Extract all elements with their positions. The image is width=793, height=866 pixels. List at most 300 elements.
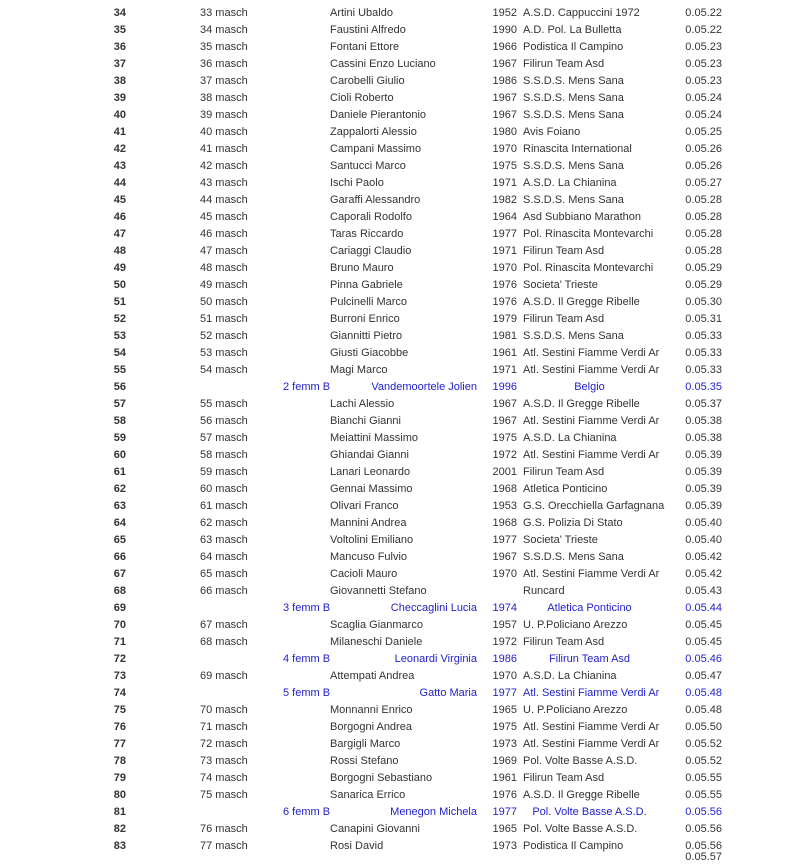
time-cell: 0.05.52 [685,755,722,767]
time-cell: 0.05.31 [685,313,722,325]
position-cell: 83 [113,840,126,852]
table-row [0,73,793,90]
category-cell: 57 masch [200,432,248,444]
table-row [0,464,793,481]
year-cell: 1967 [492,551,517,563]
team-cell: Atl. Sestini Fiamme Verdi Ar [523,449,660,461]
table-row [0,158,793,175]
team-cell: Filirun Team Asd [523,245,605,257]
name-cell: Cassini Enzo Luciano [330,58,436,70]
time-cell: 0.05.56 [685,806,722,818]
position-cell: 76 [113,721,126,733]
table-row [0,532,793,549]
year-cell: 1967 [492,92,517,104]
table-row [0,515,793,532]
position-cell: 43 [113,160,126,172]
time-cell: 0.05.26 [685,160,722,172]
position-cell: 53 [113,330,126,342]
table-row [0,617,793,634]
time-cell: 0.05.57 [685,851,722,863]
position-cell: 34 [113,7,126,19]
category-cell: 72 masch [200,738,248,750]
team-cell: U. P.Policiano Arezzo [523,704,628,716]
year-cell: 1971 [492,364,517,376]
category-cell: 64 masch [200,551,248,563]
category-cell: 59 masch [200,466,248,478]
team-cell: Societa' Trieste [523,534,598,546]
year-cell: 1973 [492,738,517,750]
name-cell: Attempati Andrea [330,670,415,682]
category-cell: 77 masch [200,840,248,852]
table-row [0,379,793,396]
position-cell: 64 [113,517,126,529]
name-cell: Pulcinelli Marco [330,296,408,308]
category-cell: 67 masch [200,619,248,631]
table-row [0,362,793,379]
position-cell: 56 [113,381,126,393]
team-cell: S.S.D.S. Mens Sana [523,160,624,172]
category-cell: 73 masch [200,755,248,767]
position-cell: 66 [113,551,126,563]
year-cell: 1996 [492,381,517,393]
time-cell: 0.05.25 [685,126,722,138]
position-cell: 70 [113,619,126,631]
name-cell: Daniele Pierantonio [330,109,427,121]
table-row [0,39,793,56]
name-cell: Fontani Ettore [330,41,400,53]
year-cell: 1982 [492,194,517,206]
table-row [0,821,793,838]
position-cell: 54 [113,347,126,359]
name-cell: Magi Marco [330,364,388,376]
team-cell: Pol. Rinascita Montevarchi [523,262,654,274]
year-cell: 1975 [492,721,517,733]
position-cell: 72 [113,653,126,665]
position-cell: 74 [113,687,126,699]
name-cell: Monnanni Enrico [330,704,413,716]
name-cell: Giannitti Pietro [330,330,403,342]
table-row [0,787,793,804]
position-cell: 65 [113,534,126,546]
year-cell: 1967 [492,398,517,410]
time-cell: 0.05.42 [685,568,722,580]
time-cell: 0.05.39 [685,500,722,512]
team-cell: A.D. Pol. La Bulletta [523,24,622,36]
name-cell: Bruno Mauro [330,262,394,274]
year-cell: 1977 [492,687,517,699]
time-cell: 0.05.33 [685,347,722,359]
table-row [0,192,793,209]
time-cell: 0.05.42 [685,551,722,563]
team-cell: Podistica Il Campino [523,41,624,53]
year-cell: 1953 [492,500,517,512]
name-cell: Borgogni Sebastiano [330,772,433,784]
name-cell: Voltolini Emiliano [330,534,414,546]
category-cell: 48 masch [200,262,248,274]
year-cell: 1970 [492,670,517,682]
table-row [0,583,793,600]
table-row [0,243,793,260]
table-row [0,753,793,770]
category-cell: 63 masch [200,534,248,546]
category-cell: 69 masch [200,670,248,682]
name-cell: Canapini Giovanni [330,823,420,835]
time-cell: 0.05.40 [685,517,722,529]
position-cell: 42 [113,143,126,155]
name-cell: Ischi Paolo [330,177,384,189]
name-cell: Pinna Gabriele [330,279,403,291]
table-row [0,702,793,719]
table-row [0,22,793,39]
team-cell: A.S.D. Il Gregge Ribelle [523,398,640,410]
year-cell: 1977 [492,228,517,240]
year-cell: 1969 [492,755,517,767]
year-cell: 1966 [492,41,517,53]
name-cell: Giovannetti Stefano [330,585,427,597]
position-cell: 36 [113,41,126,53]
name-cell: Leonardi Virginia [394,653,477,665]
year-cell: 1976 [492,296,517,308]
table-row [0,651,793,668]
name-cell: Ghiandai Gianni [330,449,409,461]
position-cell: 37 [113,58,126,70]
time-cell: 0.05.56 [685,823,722,835]
year-cell: 1965 [492,823,517,835]
category-cell: 41 masch [200,143,248,155]
category-cell: 33 masch [200,7,248,19]
position-cell: 45 [113,194,126,206]
time-cell: 0.05.24 [685,92,722,104]
year-cell [470,583,517,600]
team-cell: G.S. Orecchiella Garfagnana [523,500,665,512]
table-row [0,447,793,464]
name-cell: Caporali Rodolfo [330,211,412,223]
category-cell: 71 masch [200,721,248,733]
position-cell: 39 [113,92,126,104]
table-row [0,260,793,277]
year-cell: 1975 [492,160,517,172]
time-cell: 0.05.22 [685,7,722,19]
year-cell: 1986 [492,653,517,665]
year-cell: 1968 [492,483,517,495]
category-cell: 52 masch [200,330,248,342]
team-cell: A.S.D. Il Gregge Ribelle [523,296,640,308]
team-cell: Podistica Il Campino [523,840,624,852]
time-cell: 0.05.23 [685,41,722,53]
category-cell: 5 femm B [283,687,331,699]
time-cell: 0.05.55 [685,789,722,801]
category-cell: 68 masch [200,636,248,648]
team-cell: A.S.D. La Chianina [523,432,617,444]
table-row [0,56,793,73]
time-cell: 0.05.50 [685,721,722,733]
table-row [0,770,793,787]
category-cell: 49 masch [200,279,248,291]
position-cell: 61 [113,466,126,478]
team-cell: S.S.D.S. Mens Sana [523,75,624,87]
category-cell: 2 femm B [283,381,331,393]
team-cell: S.S.D.S. Mens Sana [523,551,624,563]
position-cell: 60 [113,449,126,461]
team-cell: Asd Subbiano Marathon [523,211,642,223]
year-cell: 1970 [492,143,517,155]
time-cell: 0.05.23 [685,58,722,70]
year-cell: 1977 [492,806,517,818]
name-cell: Zappalorti Alessio [330,126,417,138]
year-cell: 1976 [492,789,517,801]
team-cell: S.S.D.S. Mens Sana [523,109,624,121]
position-cell: 79 [113,772,126,784]
position-cell: 51 [113,296,126,308]
name-cell: Menegon Michela [390,806,477,818]
name-cell: Vandemoortele Jolien [371,381,477,393]
year-cell: 1976 [492,279,517,291]
time-cell: 0.05.27 [685,177,722,189]
category-cell: 58 masch [200,449,248,461]
year-cell: 1952 [492,7,517,19]
table-row [0,345,793,362]
year-cell: 1972 [492,449,517,461]
category-cell: 74 masch [200,772,248,784]
team-cell: U. P.Policiano Arezzo [523,619,628,631]
time-cell: 0.05.44 [685,602,722,614]
position-cell: 55 [113,364,126,376]
position-cell: 62 [113,483,126,495]
category-cell: 44 masch [200,194,248,206]
team-cell: Atl. Sestini Fiamme Verdi Ar [523,687,660,699]
category-cell: 42 masch [200,160,248,172]
year-cell: 1961 [492,772,517,784]
category-cell: 50 masch [200,296,248,308]
team-cell: Atl. Sestini Fiamme Verdi Ar [523,364,660,376]
name-cell: Bargigli Marco [330,738,401,750]
name-cell: Cioli Roberto [330,92,394,104]
position-cell: 59 [113,432,126,444]
table-row [0,600,793,617]
team-cell: Belgio [574,381,605,393]
time-cell: 0.05.43 [685,585,722,597]
category-cell: 65 masch [200,568,248,580]
year-cell: 1973 [492,840,517,852]
time-cell: 0.05.35 [685,381,722,393]
time-cell: 0.05.30 [685,296,722,308]
category-cell: 39 masch [200,109,248,121]
time-cell: 0.05.52 [685,738,722,750]
name-cell: Mancuso Fulvio [330,551,408,563]
time-cell: 0.05.48 [685,704,722,716]
table-row [0,413,793,430]
category-cell: 55 masch [200,398,248,410]
name-cell: Campani Massimo [330,143,422,155]
team-cell: Rinascita International [523,143,632,155]
table-row [0,736,793,753]
team-cell: A.S.D. La Chianina [523,670,617,682]
year-cell: 1990 [492,24,517,36]
year-cell: 1980 [492,126,517,138]
year-cell: 1970 [492,568,517,580]
year-cell: 1986 [492,75,517,87]
category-cell: 36 masch [200,58,248,70]
table-row [0,430,793,447]
team-cell: Societa' Trieste [523,279,598,291]
position-cell: 78 [113,755,126,767]
category-cell: 66 masch [200,585,248,597]
table-row [0,107,793,124]
team-cell: Filirun Team Asd [523,58,605,70]
year-cell: 1977 [492,534,517,546]
category-cell: 3 femm B [283,602,331,614]
year-cell: 1967 [492,58,517,70]
category-cell: 76 masch [200,823,248,835]
team-cell: S.S.D.S. Mens Sana [523,330,624,342]
time-cell: 0.05.38 [685,415,722,427]
year-cell: 1967 [492,415,517,427]
position-cell: 77 [113,738,126,750]
time-cell: 0.05.28 [685,211,722,223]
time-cell: 0.05.29 [685,279,722,291]
time-cell: 0.05.40 [685,534,722,546]
name-cell: Cariaggi Claudio [330,245,412,257]
table-row [0,498,793,515]
name-cell: Burroni Enrico [330,313,400,325]
category-cell: 56 masch [200,415,248,427]
category-cell: 43 masch [200,177,248,189]
position-cell: 38 [113,75,126,87]
position-cell: 57 [113,398,126,410]
table-row [0,719,793,736]
category-cell: 34 masch [200,24,248,36]
category-cell: 61 masch [200,500,248,512]
name-cell: Rosi David [330,840,384,852]
table-row [0,634,793,651]
team-cell: Pol. Volte Basse A.S.D. [523,755,638,767]
name-cell: Garaffi Alessandro [330,194,421,206]
table-row [0,90,793,107]
time-cell: 0.05.38 [685,432,722,444]
time-cell: 0.05.33 [685,330,722,342]
position-cell: 75 [113,704,126,716]
table-row [0,311,793,328]
name-cell: Scaglia Gianmarco [330,619,423,631]
time-cell: 0.05.24 [685,109,722,121]
position-cell: 67 [113,568,126,580]
year-cell: 1968 [492,517,517,529]
time-cell: 0.05.55 [685,772,722,784]
year-cell: 1970 [492,262,517,274]
team-cell: Pol. Rinascita Montevarchi [523,228,654,240]
team-cell: Filirun Team Asd [523,313,605,325]
position-cell: 40 [113,109,126,121]
position-cell: 47 [113,228,126,240]
position-cell: 41 [113,126,126,138]
position-cell: 63 [113,500,126,512]
position-cell: 52 [113,313,126,325]
name-cell: Santucci Marco [330,160,406,172]
team-cell: Pol. Volte Basse A.S.D. [523,823,638,835]
position-cell: 69 [113,602,126,614]
position-cell: 71 [113,636,126,648]
name-cell: Olivari Franco [330,500,399,512]
position-cell: 46 [113,211,126,223]
name-cell: Checcaglini Lucia [390,602,477,614]
team-cell: Filirun Team Asd [548,653,631,665]
team-cell: Avis Foiano [523,126,581,138]
year-cell: 1975 [492,432,517,444]
category-cell: 53 masch [200,347,248,359]
position-cell: 49 [113,262,126,274]
table-row [0,685,793,702]
team-cell: A.S.D. La Chianina [523,177,617,189]
year-cell: 1979 [492,313,517,325]
name-cell: Borgogni Andrea [330,721,412,733]
time-cell: 0.05.39 [685,466,722,478]
year-cell: 1965 [492,704,517,716]
name-cell: Meiattini Massimo [330,432,419,444]
year-cell: 2001 [492,466,517,478]
table-row [0,124,793,141]
name-cell: Gatto Maria [419,687,477,699]
category-cell: 35 masch [200,41,248,53]
year-cell: 1971 [492,177,517,189]
time-cell: 0.05.48 [685,687,722,699]
name-cell: Mannini Andrea [330,517,407,529]
time-cell: 0.05.45 [685,619,722,631]
category-cell: 6 femm B [283,806,331,818]
position-cell: 80 [113,789,126,801]
time-cell: 0.05.37 [685,398,722,410]
position-cell: 35 [113,24,126,36]
team-cell: Atl. Sestini Fiamme Verdi Ar [523,721,660,733]
year-cell: 1957 [492,619,517,631]
category-cell: 62 masch [200,517,248,529]
table-row [0,5,793,22]
time-cell: 0.05.33 [685,364,722,376]
category-cell: 51 masch [200,313,248,325]
name-cell: Taras Riccardo [330,228,404,240]
time-cell: 0.05.22 [685,24,722,36]
time-cell: 0.05.29 [685,262,722,274]
time-cell: 0.05.28 [685,245,722,257]
name-cell: Cacioli Mauro [330,568,398,580]
category-cell: 40 masch [200,126,248,138]
name-cell: Lachi Alessio [330,398,395,410]
team-cell: Atl. Sestini Fiamme Verdi Ar [523,738,660,750]
time-cell: 0.05.28 [685,228,722,240]
name-cell: Bianchi Gianni [330,415,401,427]
year-cell: 1961 [492,347,517,359]
year-cell: 1972 [492,636,517,648]
position-cell: 44 [113,177,126,189]
team-cell: Pol. Volte Basse A.S.D. [532,806,647,818]
table-row [0,209,793,226]
name-cell: Milaneschi Daniele [330,636,423,648]
table-row [0,396,793,413]
position-cell: 73 [113,670,126,682]
table-row-partial [0,849,793,866]
team-cell: Atl. Sestini Fiamme Verdi Ar [523,415,660,427]
team-cell: G.S. Polizia Di Stato [523,517,623,529]
category-cell: 47 masch [200,245,248,257]
name-cell: Artini Ubaldo [330,7,393,19]
time-cell: 0.05.45 [685,636,722,648]
team-cell: Filirun Team Asd [523,772,605,784]
year-cell: 1981 [492,330,517,342]
table-row [0,175,793,192]
year-cell: 1974 [492,602,517,614]
category-cell: 38 masch [200,92,248,104]
table-row [0,566,793,583]
team-cell: S.S.D.S. Mens Sana [523,194,624,206]
